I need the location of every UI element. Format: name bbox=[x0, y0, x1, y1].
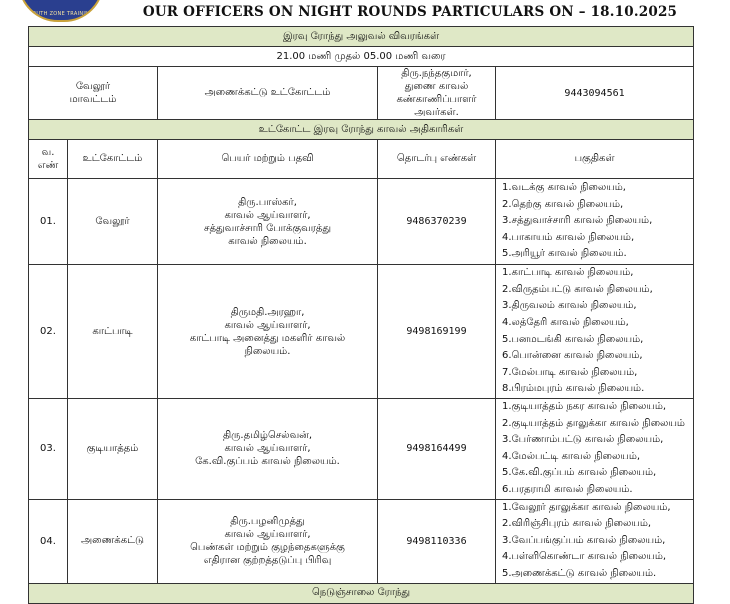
row-subdivision: குடியாத்தம் bbox=[68, 399, 158, 500]
district-officer-line1: திரு.நந்தகுமார், bbox=[401, 68, 472, 79]
officer-line: சத்துவாச்சாரி போக்குவரத்து bbox=[203, 222, 332, 234]
area-item: 3.வேப்பங்குப்பம் காவல் நிலையம், bbox=[502, 534, 666, 546]
officer-line: திரு.பாஸ்கர், bbox=[238, 196, 297, 208]
row-sno: 04. bbox=[29, 499, 68, 583]
police-emblem-logo bbox=[18, 0, 104, 22]
district-label-line1: வேலூர் bbox=[75, 81, 111, 92]
area-item: 6.பொன்னை காவல் நிலையம், bbox=[502, 350, 643, 362]
officer-line: காவல் ஆய்வாளர், bbox=[224, 529, 311, 541]
area-item: 5.அரியூர் காவல் நிலையம். bbox=[502, 248, 627, 260]
area-item: 7.மேல்பாடி காவல் நிலையம், bbox=[502, 366, 638, 378]
area-item: 4.பள்ளிகொண்டா காவல் நிலையம், bbox=[502, 551, 667, 563]
district-officer-line3: அவர்கள். bbox=[414, 107, 459, 118]
district-subdivision: அணைக்கட்டு உட்கோட்டம் bbox=[158, 67, 378, 120]
table-row bbox=[29, 499, 694, 583]
district-officer-line2: துணை காவல் கண்காணிப்பாளர் bbox=[396, 81, 477, 105]
area-item: 2.விருதம்பட்டு காவல் நிலையம், bbox=[502, 283, 653, 295]
officer-line: காவல் நிலையம். bbox=[228, 235, 307, 247]
area-item: 4.மேல்பட்டி காவல் நிலையம், bbox=[502, 450, 641, 462]
row-sno: 02. bbox=[29, 265, 68, 399]
area-item: 1.குடியாத்தம் நகர காவல் நிலையம், bbox=[502, 401, 667, 412]
area-item: 5.அணைக்கட்டு காவல் நிலையம். bbox=[502, 567, 657, 579]
officer-line: எதிரான குற்றத்தடுப்பு பிரிவு bbox=[203, 555, 332, 567]
row-officer bbox=[158, 179, 378, 265]
officer-line: காவல் ஆய்வாளர், bbox=[224, 319, 311, 331]
row-areas bbox=[496, 499, 694, 583]
logo-text: SOUTH ZONE TRAINING bbox=[28, 11, 94, 17]
area-item: 3.சத்துவாச்சாரி காவல் நிலையம், bbox=[502, 215, 653, 227]
district-row bbox=[29, 67, 694, 120]
officer-line: திருமதி.அரஹா, bbox=[230, 306, 305, 318]
officer-line: காவல் ஆய்வாளர், bbox=[224, 443, 311, 455]
row-phone: 9498169199 bbox=[378, 265, 496, 399]
area-item: 5.பனமடங்கி காவல் நிலையம், bbox=[502, 333, 644, 345]
area-item: 2.தெற்கு காவல் நிலையம், bbox=[502, 198, 624, 210]
page-title: OUR OFFICERS ON NIGHT ROUNDS PARTICULARS ON – 18.10.2025 bbox=[142, 4, 678, 20]
district-label-line2: மாவட்டம் bbox=[69, 94, 117, 105]
table-row bbox=[29, 179, 694, 265]
officer-line: காவல் ஆய்வாளர், bbox=[224, 209, 311, 221]
area-item: 8.பிரம்மபுரம் காவல் நிலையம். bbox=[502, 383, 645, 395]
area-item: 2.விரிஞ்சிபுரம் காவல் நிலையம், bbox=[502, 518, 652, 530]
area-item: 1.வேலூர் தாலுக்கா காவல் நிலையம், bbox=[502, 501, 671, 513]
area-item: 4.பாகாயம் காவல் நிலையம், bbox=[502, 231, 635, 243]
area-item: 3.திருவலம் காவல் நிலையம், bbox=[502, 300, 637, 312]
row-phone: 9498164499 bbox=[378, 399, 496, 500]
column-name: பெயர் மற்றும் பதவி bbox=[158, 140, 378, 179]
area-item: 4.லத்தேரி காவல் நிலையம், bbox=[502, 316, 629, 328]
area-item: 3.பேர்ணாம்பட்டு காவல் நிலையம், bbox=[502, 434, 664, 446]
row-sno: 01. bbox=[29, 179, 68, 265]
section-title: உட்கோட்ட இரவு ரோந்து காவல் அதிகாரிகள் bbox=[29, 120, 694, 140]
row-areas bbox=[496, 265, 694, 399]
officer-line: திரு.தமிழ்செல்வன், bbox=[222, 430, 313, 442]
column-areas: பகுதிகள் bbox=[496, 140, 694, 179]
officer-line: கே.வி.குப்பம் காவல் நிலையம். bbox=[195, 456, 340, 468]
officer-line: காட்பாடி அனைத்து மகளிர் காவல் bbox=[189, 332, 346, 344]
row-areas bbox=[496, 179, 694, 265]
row-subdivision: காட்பாடி bbox=[68, 265, 158, 399]
officer-line: பெண்கள் மற்றும் குழந்தைகளுக்கு bbox=[190, 542, 345, 554]
row-subdivision: வேலூர் bbox=[68, 179, 158, 265]
officer-line: திரு.பழனிமுத்து bbox=[230, 516, 305, 528]
row-officer bbox=[158, 265, 378, 399]
row-officer bbox=[158, 499, 378, 583]
timing-row: 21.00 மணி முதல் 05.00 மணி வரை bbox=[29, 47, 694, 67]
district-label bbox=[29, 67, 158, 120]
area-item: 1.காட்பாடி காவல் நிலையம், bbox=[502, 267, 634, 279]
column-header-row bbox=[29, 140, 694, 179]
district-phone: 9443094561 bbox=[496, 67, 694, 120]
column-sno-line1: வ. bbox=[41, 147, 55, 158]
area-item: 6.பரதராமி காவல் நிலையம். bbox=[502, 483, 633, 495]
row-areas bbox=[496, 399, 694, 500]
row-phone: 9486370239 bbox=[378, 179, 496, 265]
footer-band: நெடுஞ்சாலை ரோந்து bbox=[29, 583, 694, 603]
area-item: 1.வடக்கு காவல் நிலையம், bbox=[502, 182, 626, 194]
officer-line: நிலையம். bbox=[244, 345, 291, 357]
area-item: 2.குடியாத்தம் தாலுக்கா காவல் நிலையம் bbox=[502, 417, 685, 429]
row-subdivision: அணைக்கட்டு bbox=[68, 499, 158, 583]
column-contact: தொடர்பு எண்கள் bbox=[378, 140, 496, 179]
area-item: 5.கே.வி.குப்பம் காவல் நிலையம், bbox=[502, 467, 657, 479]
column-sno-line2: எண் bbox=[37, 160, 59, 171]
row-sno: 03. bbox=[29, 399, 68, 500]
night-rounds-table bbox=[28, 26, 694, 604]
table-row bbox=[29, 265, 694, 399]
subtitle-band: இரவு ரோந்து அலுவல் விவரங்கள் bbox=[29, 27, 694, 47]
row-officer bbox=[158, 399, 378, 500]
row-phone: 9498110336 bbox=[378, 499, 496, 583]
table-row bbox=[29, 399, 694, 500]
column-sno bbox=[29, 140, 68, 179]
district-officer bbox=[378, 67, 496, 120]
column-subdivision: உட்கோட்டம் bbox=[68, 140, 158, 179]
